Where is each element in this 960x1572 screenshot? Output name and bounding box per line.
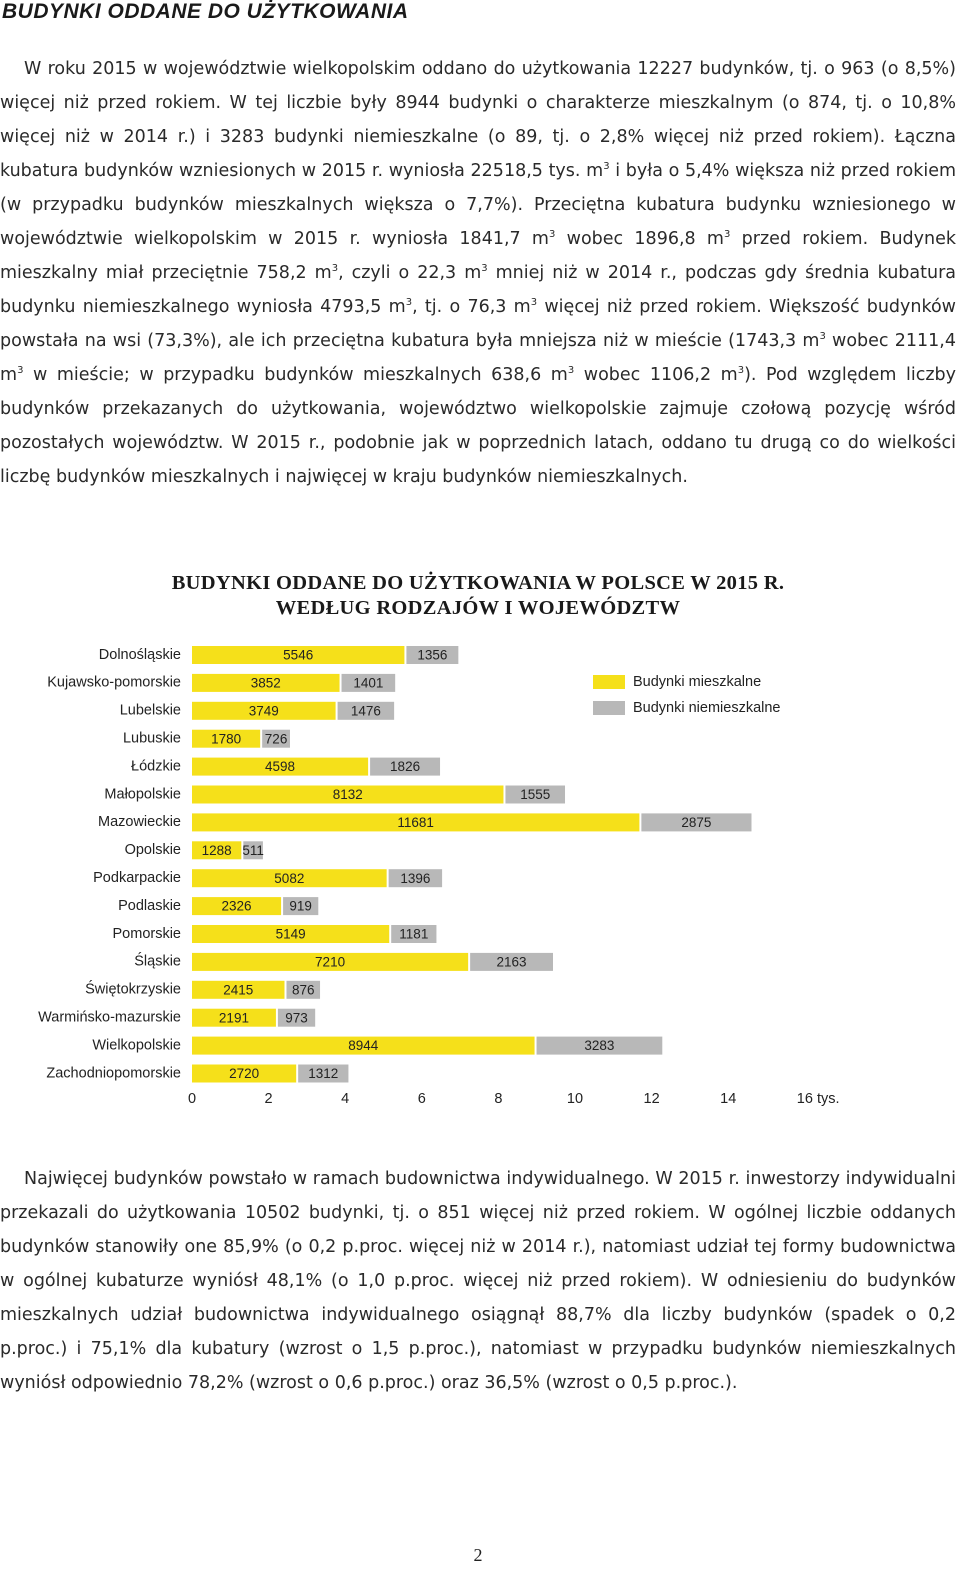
paragraph-text: ). Pod względem liczby budynków przekazanych do użytkowania, województwo wielkopolskie zajmuje czołową pozycję wśród pozostałych województw. W 2015 r., podobnie jak w poprzednich latach, oddano tu drugą co do wielkości liczbę budynków mieszkalnych i najwięcej w kraju budynków niemieszkalnych. [0, 365, 956, 487]
bar-value-label: 919 [289, 898, 312, 914]
paragraph-text: mniej niż w 2014 r., podczas gdy średnia kubatura budynku niemieszkalnego wyniosła 4793,5 m [0, 263, 956, 317]
bar-value-label: 2326 [221, 898, 252, 914]
chart-title-line2: WEDŁUG RODZAJÓW I WOJEWÓDZTW [275, 597, 681, 619]
x-tick-label: 6 [417, 1091, 426, 1107]
bar-value-label: 2415 [223, 982, 254, 998]
bar-value-label: 7210 [315, 954, 346, 970]
bar-value-label: 1356 [417, 647, 448, 663]
category-label: Warmińsko-mazurskie [38, 1009, 181, 1026]
bar-value-label: 973 [285, 1010, 308, 1026]
x-tick-label: 12 [643, 1091, 660, 1107]
bar-value-label: 1555 [520, 787, 551, 803]
paragraph-text: , czyli o 22,3 m [338, 263, 482, 283]
paragraph-text: W roku 2015 w województwie wielkopolskim oddano do użytkowania 12227 budynków, tj. o 963 (o 8,5%) więcej niż przed rokiem. W tej liczbie były 8944 budynki o charakterze mieszkalnym (o 874, tj. o 10,8% więcej niż w 2014 r.) i 3283 budynki niemieszkalne (o 89, tj. o 2,8% więcej niż przed rokiem). Łączna kubatura budynków wzniesionych w 2015 r. wyniosła 22518,5 tys. m [0, 59, 956, 181]
superscript: 3 [567, 365, 575, 377]
bar-value-label: 1401 [353, 675, 384, 691]
bar-value-label: 1396 [400, 870, 431, 886]
category-label: Wielkopolskie [92, 1037, 181, 1054]
legend-swatch [593, 675, 625, 689]
paragraph-text: w mieście; w przypadku budynków mieszkalnych 638,6 m [23, 365, 568, 385]
superscript: 3 [405, 297, 413, 309]
page-number: 2 [473, 1545, 483, 1565]
bar-value-label: 5546 [283, 647, 314, 663]
category-label: Dolnośląskie [98, 646, 181, 663]
superscript: 3 [737, 365, 745, 377]
section-heading: BUDYNKI ODDANE DO UŻYTKOWANIA [2, 0, 409, 23]
superscript: 3 [530, 297, 538, 309]
bar-value-label: 1476 [350, 703, 381, 719]
category-label: Opolskie [124, 842, 181, 859]
superscript: 3 [603, 161, 610, 173]
bar-value-label: 1780 [211, 731, 242, 747]
category-label: Mazowieckie [98, 814, 181, 831]
bar-value-label: 5082 [274, 870, 305, 886]
bar-value-label: 3852 [250, 675, 281, 691]
paragraph-text: wobec 1106,2 m [574, 365, 738, 385]
bar-value-label: 3283 [584, 1038, 615, 1054]
bar-value-label: 2163 [496, 954, 527, 970]
buildings-stacked-bar-chart [0, 630, 960, 1120]
legend-label: Budynki mieszkalne [633, 673, 762, 690]
individual-construction-paragraph: Najwięcej budynków powstało w ramach budownictwa indywidualnego. W 2015 r. inwestorzy indywidualni przekazali do użytkowania 10502 budynki, tj. o 851 więcej niż przed rokiem. W ogólnej liczbie oddanych budynków stanowiły one 85,9% (o 0,2 p.proc. więcej niż w 2014 r.), natomiast udział tej formy budownictwa w ogólnej kubaturze wyniósł 48,1% (o 1,0 p.proc. więcej niż przed rokiem). W odniesieniu do budynków mieszkalnych udział budownictwa indywidualnego osiągnął 88,7% dla liczby budynków (spadek o 0,2 p.proc.) i 75,1% dla kubatury (wzrost o 1,5 p.proc.), natomiast w przypadku budynków niemieszkalnych wyniósł odpowiednio 78,2% (wzrost o 0,6 p.proc.) oraz 36,5% (wzrost o 0,5 p.proc.). [0, 1169, 956, 1393]
x-tick-label: 4 [341, 1091, 350, 1107]
category-label: Pomorskie [112, 925, 181, 942]
x-tick-label: 8 [494, 1091, 503, 1107]
category-label: Lubuskie [122, 730, 181, 747]
x-tick-label: 0 [187, 1091, 197, 1107]
bar-value-label: 1181 [399, 926, 429, 942]
category-label: Podkarpackie [93, 870, 181, 887]
legend-label: Budynki niemieszkalne [633, 699, 781, 716]
bar-value-label: 1826 [390, 759, 421, 775]
superscript: 3 [331, 263, 339, 275]
paragraph-text: przed rokiem. Budynek mieszkalny miał przeciętnie 758,2 m [0, 229, 956, 283]
bar-value-label: 726 [264, 731, 288, 747]
superscript: 3 [17, 365, 24, 377]
bar-value-label: 5149 [275, 926, 306, 942]
paragraph-text: wobec 1896,8 m [555, 229, 724, 249]
bar-value-label: 876 [292, 982, 315, 998]
bar-value-label: 11681 [397, 814, 434, 830]
bar-value-label: 8132 [332, 787, 363, 803]
bar-value-label: 8944 [348, 1038, 379, 1054]
category-label: Łódzkie [131, 758, 181, 775]
x-tick-label: 10 [566, 1091, 584, 1107]
x-tick-label: 16 tys. [796, 1091, 840, 1107]
paragraph-text: wobec 2111,4 m [0, 331, 956, 385]
x-tick-label: 14 [720, 1091, 737, 1107]
bar-value-label: 2720 [229, 1066, 260, 1082]
chart-title-line1: BUDYNKI ODDANE DO UŻYTKOWANIA W POLSCE W 2015 R. [171, 572, 785, 594]
category-label: Śląskie [134, 953, 181, 970]
paragraph-text: i była o 5,4% większa niż przed rokiem (w przypadku budynków mieszkalnych większa o 7,7%). Przeciętna kubatura budynku wzniesionego w województwie wielkopolskim w 2015 r. wyniosła 1841,7 m [0, 161, 957, 249]
bar-value-label: 2191 [218, 1010, 249, 1026]
superscript: 3 [481, 263, 488, 275]
bar-value-label: 3749 [248, 703, 279, 719]
category-label: Małopolskie [104, 786, 181, 803]
intro-paragraph [0, 52, 956, 494]
bar-value-label: 511 [242, 842, 264, 858]
category-label: Świętokrzyskie [85, 981, 181, 998]
bar-value-label: 4598 [265, 759, 296, 775]
superscript: 3 [819, 331, 826, 343]
paragraph-text: , tj. o 76,3 m [412, 297, 531, 317]
superscript: 3 [548, 229, 556, 241]
category-label: Lubelskie [119, 702, 181, 719]
superscript: 3 [723, 229, 731, 241]
paragraph-text: więcej niż przed rokiem. Większość budynków powstała na wsi (73,3%), ale ich przeciętna kubatura była mniejsza niż w mieście (1743,3 m [0, 297, 956, 351]
category-label: Zachodniopomorskie [46, 1065, 181, 1082]
legend-swatch [593, 701, 625, 715]
bar-value-label: 1312 [308, 1066, 339, 1082]
category-label: Podlaskie [118, 897, 181, 914]
bar-value-label: 1288 [201, 842, 232, 858]
x-tick-label: 2 [264, 1091, 273, 1107]
bar-value-label: 2875 [681, 814, 712, 830]
category-label: Kujawsko-pomorskie [47, 674, 181, 691]
